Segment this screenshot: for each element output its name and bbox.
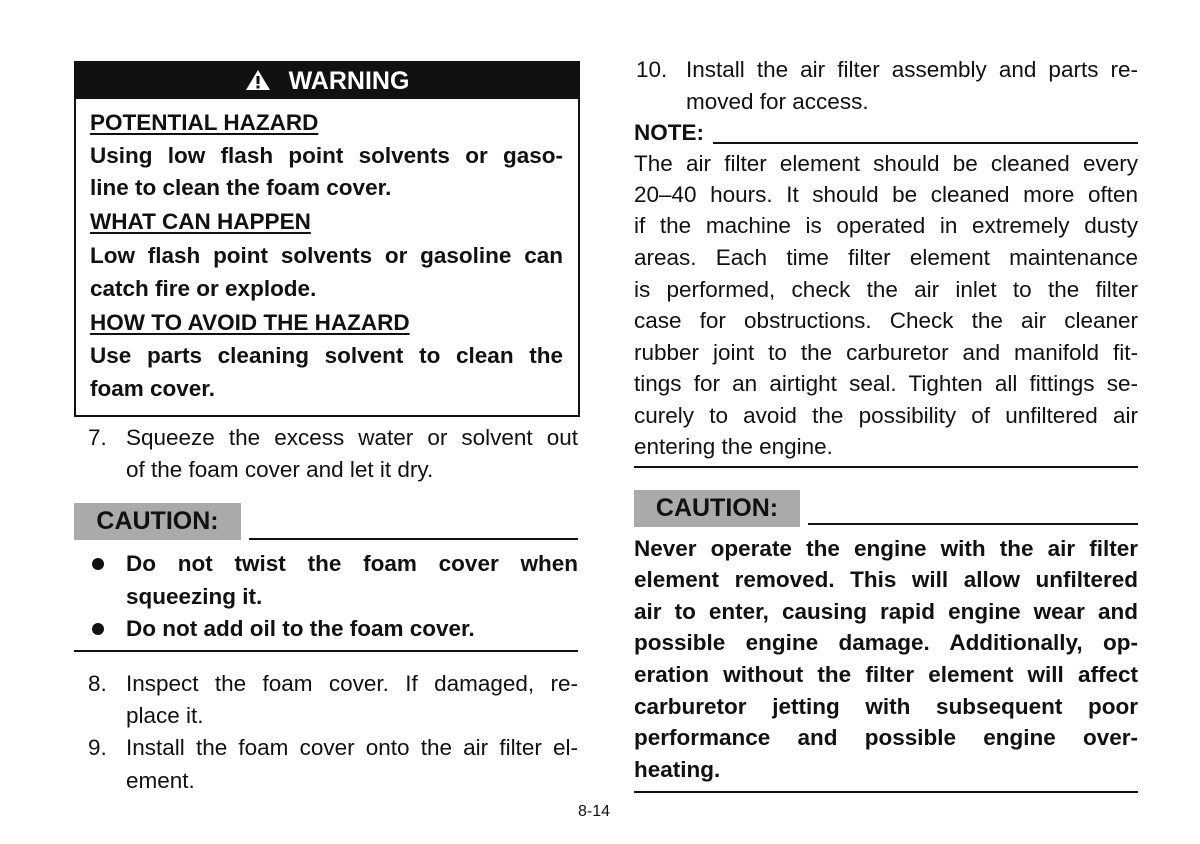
- step-text: Squeeze the excess water or solvent out: [126, 425, 578, 450]
- step-text: Inspect the foam cover. If damaged, re-: [126, 671, 578, 696]
- hazard-text: catch fire or explode.: [90, 276, 317, 301]
- caution-text: performance and possible engine over-: [634, 725, 1138, 750]
- hazard-heading: WHAT CAN HAPPEN: [90, 209, 311, 234]
- section-divider: [634, 466, 1138, 468]
- step-number: 10.: [636, 57, 668, 82]
- step-text: place it.: [126, 703, 204, 728]
- note-label: NOTE:: [634, 120, 704, 145]
- caution-rule: [808, 523, 1138, 525]
- note-text: areas. Each time filter element maintenance: [634, 245, 1138, 270]
- caution-label-left: CAUTION:: [74, 503, 241, 540]
- note-text: tings for an airtight seal. Tighten all fittings se-: [634, 371, 1138, 396]
- caution-text: heating.: [634, 757, 721, 782]
- note-text: curely to avoid the possibility of unfiltered air: [634, 403, 1138, 428]
- section-divider: [634, 791, 1138, 793]
- section-divider: [74, 650, 578, 652]
- caution-text: air to enter, causing rapid engine wear and: [634, 599, 1138, 624]
- step-number: 8.: [88, 671, 107, 696]
- note-text: 20–40 hours. It should be cleaned more often: [634, 182, 1138, 207]
- warning-header: [76, 63, 578, 99]
- step-text: Install the foam cover onto the air filter el-: [126, 735, 578, 760]
- hazard-text: line to clean the foam cover.: [90, 175, 392, 200]
- step-text: Install the air filter assembly and parts re-: [686, 57, 1138, 82]
- caution-text: Never operate the engine with the air filter: [634, 536, 1138, 561]
- step-number: 7.: [88, 425, 107, 450]
- caution-label-right: CAUTION:: [634, 490, 800, 527]
- hazard-text: Using low flash point solvents or gaso-: [90, 143, 563, 168]
- caution-bullet-text: squeezing it.: [126, 584, 263, 609]
- warning-triangle-icon: [245, 69, 271, 91]
- page-number: 8-14: [578, 803, 611, 820]
- caution-text: element removed. This will allow unfiltered: [634, 567, 1138, 592]
- step-text: of the foam cover and let it dry.: [126, 457, 434, 482]
- step-text: ement.: [126, 768, 195, 793]
- bullet-icon: [92, 558, 104, 570]
- note-text: The air filter element should be cleaned every: [634, 151, 1138, 176]
- note-text: if the machine is operated in extremely dusty: [634, 213, 1138, 238]
- warning-title: WARNING: [288, 67, 410, 95]
- step-text: moved for access.: [686, 89, 869, 114]
- caution-rule: [249, 538, 578, 540]
- caution-bullet-text: Do not twist the foam cover when: [126, 551, 578, 576]
- note-text: case for obstructions. Check the air cleaner: [634, 308, 1138, 333]
- hazard-heading: HOW TO AVOID THE HAZARD: [90, 310, 410, 335]
- caution-text: carburetor jetting with subsequent poor: [634, 694, 1138, 719]
- hazard-text: Use parts cleaning solvent to clean the: [90, 343, 563, 368]
- caution-text: possible engine damage. Additionally, op-: [634, 630, 1138, 655]
- note-text: rubber joint to the carburetor and manifold fit-: [634, 340, 1138, 365]
- step-number: 9.: [88, 735, 107, 760]
- note-text: entering the engine.: [634, 434, 833, 459]
- hazard-text: Low flash point solvents or gasoline can: [90, 243, 563, 268]
- caution-bullet-text: Do not add oil to the foam cover.: [126, 616, 475, 641]
- note-rule: [713, 142, 1138, 144]
- note-text: is performed, check the air inlet to the filter: [634, 277, 1138, 302]
- hazard-text: foam cover.: [90, 376, 216, 401]
- bullet-icon: [92, 623, 104, 635]
- caution-text: eration without the filter element will affect: [634, 662, 1138, 687]
- hazard-heading: POTENTIAL HAZARD: [90, 110, 319, 135]
